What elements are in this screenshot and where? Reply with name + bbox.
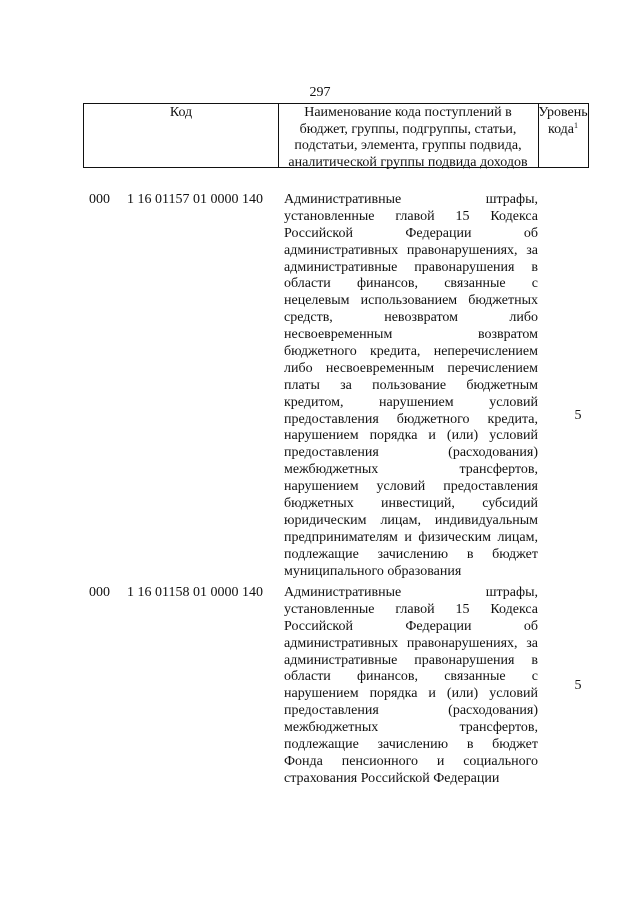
description-line: подлежащие зачислению в бюджет	[284, 546, 538, 562]
header-name-line: аналитической группы подвида доходов	[288, 154, 528, 170]
description-line: бюджетных инвестиций, субсидий	[284, 496, 538, 512]
description-line: административные правонарушения в	[284, 259, 538, 275]
description-line: области финансов, связанные с	[284, 276, 538, 292]
description-line: административных правонарушениях, за	[284, 635, 538, 651]
description-line: области финансов, связанные с	[284, 669, 538, 685]
header-code	[84, 104, 279, 167]
description-line: страхования Российской Федерации	[284, 770, 500, 786]
description-line: предпринимателям и физическим лицам,	[284, 529, 538, 545]
table-row-code	[89, 585, 263, 601]
description-line: Российской Федерации об	[284, 618, 538, 634]
description-line: административных правонарушениях, за	[284, 242, 538, 258]
description-line: бюджетного кредита, неперечислением	[284, 344, 538, 360]
description-line: нарушением порядка и (или) условий	[284, 428, 538, 444]
description-line: нарушением условий предоставления	[284, 479, 538, 495]
description-line: административные правонарушения в	[284, 652, 538, 668]
header-code-label: Код	[169, 105, 193, 120]
description-line: Административные штрафы,	[284, 192, 538, 207]
description-line: нецелевым использованием бюджетных	[284, 293, 538, 309]
revenue-code: 1 16 01157 01 0000 140	[127, 192, 263, 207]
description-line: межбюджетных трансфертов,	[284, 720, 538, 736]
admin-code: 000	[89, 585, 110, 600]
row-level: 5	[574, 678, 582, 693]
description-line: предоставления бюджетного кредита,	[284, 411, 538, 427]
header-level-word: кода	[547, 121, 575, 137]
description-line: нарушением порядка и (или) условий	[284, 686, 538, 702]
description-line: подлежащие зачислению в бюджет	[284, 737, 538, 753]
row-description	[284, 585, 538, 788]
header-name-line: бюджет, группы, подгруппы, статьи,	[299, 121, 517, 137]
description-line: платы за пользование бюджетным	[284, 377, 538, 393]
description-line: кредитом, нарушением условий	[284, 394, 538, 410]
row-description	[284, 192, 538, 580]
row-level: 5	[574, 408, 582, 423]
description-line: межбюджетных трансфертов,	[284, 462, 538, 478]
header-name	[278, 104, 539, 170]
description-line: Административные штрафы,	[284, 585, 538, 600]
description-line: предоставления (расходования)	[284, 445, 538, 461]
header-level-line: Уровень	[538, 105, 588, 120]
description-line: установленные главой 15 Кодекса	[284, 208, 538, 224]
header-level-line	[538, 122, 588, 139]
description-line: либо несвоевременным перечислением	[284, 360, 538, 376]
description-line: юридическим лицам, индивидуальным	[284, 512, 538, 528]
description-line: средств, невозвратом либо	[284, 310, 538, 326]
table-header	[83, 103, 589, 168]
header-name-line: Наименование кода поступлений в	[304, 105, 512, 120]
description-line: Российской Федерации об	[284, 225, 538, 241]
table-row-code	[89, 192, 263, 208]
description-line: муниципального образования	[284, 563, 462, 579]
admin-code: 000	[89, 192, 110, 207]
description-line: несвоевременным возвратом	[284, 327, 538, 343]
footnote-mark: 1	[574, 120, 579, 130]
header-level	[538, 104, 588, 167]
page-number: 297	[309, 85, 331, 100]
description-line: Фонда пенсионного и социального	[284, 753, 538, 769]
header-name-line: подстатьи, элемента, группы подвида,	[294, 138, 522, 153]
description-line: установленные главой 15 Кодекса	[284, 601, 538, 617]
description-line: предоставления (расходования)	[284, 703, 538, 719]
revenue-code: 1 16 01158 01 0000 140	[127, 585, 263, 600]
